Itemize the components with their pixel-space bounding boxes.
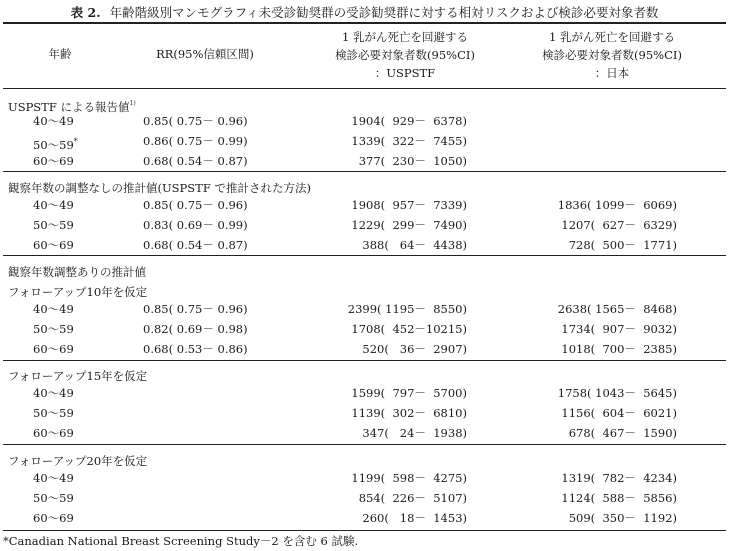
footnote: *Canadian National Breast Screening Study－2 を含む 6 試験. — [3, 534, 359, 548]
table-row — [0, 424, 729, 443]
table-row — [0, 384, 729, 403]
header-us-line3: ：USPSTF — [374, 66, 436, 80]
header-age: 年齢 — [48, 47, 72, 61]
table-row — [0, 236, 729, 255]
age-text: 40～49 — [33, 198, 74, 212]
age-text: 60～69 — [33, 154, 74, 168]
age-text: 50～59 — [33, 491, 74, 505]
nns-japan-cell: 1156( 604－ 6021) — [561, 406, 677, 420]
nns-uspstf-cell: 520( 36－ 2907) — [362, 342, 467, 356]
header-jp-line3: ：日本 — [594, 66, 630, 80]
nns-uspstf-cell: 1599( 797－ 5700) — [351, 386, 467, 400]
header-us-line2: 検診必要対象者数(95%CI) — [335, 48, 475, 62]
age-text: 40～49 — [33, 471, 74, 485]
age-cell — [33, 320, 74, 339]
rr-cell: 0.68( 0.53－ 0.86) — [143, 342, 248, 356]
nns-uspstf-cell: 1199( 598－ 4275) — [351, 471, 467, 485]
section-heading-text: USPSTF による報告値 — [8, 100, 130, 114]
rr-cell: 0.85( 0.75－ 0.96) — [143, 198, 248, 212]
table-number: 表 2. — [70, 5, 101, 20]
header-jp-line2: 検診必要対象者数(95%CI) — [542, 48, 682, 62]
top-rule — [3, 22, 726, 24]
nns-uspstf-cell: 1339( 322－ 7455) — [351, 134, 467, 148]
table-row — [0, 132, 729, 151]
age-cell — [33, 424, 74, 443]
section-heading-text: フォローアップ10年を仮定 — [8, 285, 148, 299]
table-row — [0, 152, 729, 171]
table-row — [0, 509, 729, 528]
nns-uspstf-cell: 1139( 302－ 6810) — [351, 406, 467, 420]
rr-cell: 0.85( 0.75－ 0.96) — [143, 114, 248, 128]
age-cell — [33, 300, 74, 319]
rr-cell: 0.86( 0.75－ 0.99) — [143, 134, 248, 148]
nns-japan-cell: 728( 500－ 1771) — [568, 238, 677, 252]
nns-uspstf-cell: 1708( 452－10215) — [351, 322, 467, 336]
nns-japan-cell: 2638( 1565－ 8468) — [557, 302, 677, 316]
rr-cell: 0.68( 0.54－ 0.87) — [143, 154, 248, 168]
nns-uspstf-cell: 2399( 1195－ 8550) — [347, 302, 467, 316]
age-cell — [33, 340, 74, 359]
age-cell — [33, 469, 74, 488]
age-text: 50～59 — [33, 322, 74, 336]
section-divider — [3, 255, 726, 256]
section-heading — [8, 284, 147, 300]
age-cell — [33, 489, 74, 508]
section-heading-text: フォローアップ15年を仮定 — [8, 369, 148, 383]
nns-japan-cell: 1018( 700－ 2385) — [561, 342, 677, 356]
nns-japan-cell: 1124( 588－ 5856) — [561, 491, 677, 505]
header-rule — [3, 88, 726, 89]
section-heading — [8, 368, 147, 384]
age-text: 40～49 — [33, 386, 74, 400]
table-row — [0, 469, 729, 488]
reference-mark: 1) — [129, 100, 136, 107]
rr-cell: 0.85( 0.75－ 0.96) — [143, 302, 248, 316]
table-row — [0, 404, 729, 423]
nns-japan-cell: 1758( 1043－ 5645) — [557, 386, 677, 400]
header-jp-line1: 1 乳がん死亡を回避する — [549, 30, 675, 44]
age-cell — [33, 509, 74, 528]
age-text: 60～69 — [33, 511, 74, 525]
nns-uspstf-cell: 347( 24－ 1938) — [362, 426, 467, 440]
nns-japan-cell: 678( 467－ 1590) — [568, 426, 677, 440]
nns-uspstf-cell: 377( 230－ 1050) — [358, 154, 467, 168]
bottom-rule — [3, 530, 726, 531]
age-cell — [33, 216, 74, 235]
age-text: 60～69 — [33, 238, 74, 252]
table-caption — [0, 3, 729, 21]
table-row — [0, 112, 729, 131]
table-row — [0, 300, 729, 319]
age-cell — [33, 384, 74, 403]
nns-japan-cell: 509( 350－ 1192) — [568, 511, 677, 525]
section-divider — [3, 444, 726, 445]
section-heading — [8, 180, 311, 196]
nns-japan-cell: 1207( 627－ 6329) — [561, 218, 677, 232]
age-cell — [33, 236, 74, 255]
nns-japan-cell: 1836( 1099－ 6069) — [557, 198, 677, 212]
age-text: 60～69 — [33, 426, 74, 440]
nns-uspstf-cell: 854( 226－ 5107) — [358, 491, 467, 505]
age-cell — [33, 196, 74, 215]
header-rr: RR(95%信頼区間) — [156, 47, 254, 61]
section-divider — [3, 360, 726, 361]
age-cell — [33, 112, 74, 131]
rr-cell: 0.83( 0.69－ 0.99) — [143, 218, 248, 232]
age-cell — [33, 404, 74, 423]
rr-cell: 0.82( 0.69－ 0.98) — [143, 322, 248, 336]
age-text: 50～59 — [33, 137, 74, 152]
age-text: 40～49 — [33, 114, 74, 128]
section-heading — [8, 264, 146, 280]
nns-japan-cell: 1734( 907－ 9032) — [561, 322, 677, 336]
section-heading — [8, 453, 147, 469]
header-us-line1: 1 乳がん死亡を回避する — [342, 30, 468, 44]
nns-japan-cell: 1319( 782－ 4234) — [561, 471, 677, 485]
section-heading-text: 観察年数調整ありの推計値 — [8, 265, 146, 279]
table-row — [0, 320, 729, 339]
table-title: 年齢階級別マンモグラフィ未受診勧奨群の受診勧奨群に対する相対リスクおよび検診必要対象者数 — [109, 5, 659, 20]
table-row — [0, 216, 729, 235]
section-divider — [3, 171, 726, 172]
age-cell — [33, 152, 74, 171]
age-text: 60～69 — [33, 342, 74, 356]
nns-uspstf-cell: 1229( 299－ 7490) — [351, 218, 467, 232]
nns-uspstf-cell: 260( 18－ 1453) — [362, 511, 467, 525]
section-heading-text: フォローアップ20年を仮定 — [8, 454, 148, 468]
table-row — [0, 340, 729, 359]
asterisk-mark: * — [73, 137, 78, 146]
age-text: 50～59 — [33, 218, 74, 232]
section-heading-text: 観察年数の調整なしの推計値(USPSTF で推計された方法) — [8, 181, 311, 195]
rr-cell: 0.68( 0.54－ 0.87) — [143, 238, 248, 252]
nns-uspstf-cell: 1908( 957－ 7339) — [351, 198, 467, 212]
table-row — [0, 489, 729, 508]
table-row — [0, 196, 729, 215]
age-text: 40～49 — [33, 302, 74, 316]
nns-uspstf-cell: 388( 64－ 4438) — [362, 238, 467, 252]
age-text: 50～59 — [33, 406, 74, 420]
nns-uspstf-cell: 1904( 929－ 6378) — [351, 114, 467, 128]
